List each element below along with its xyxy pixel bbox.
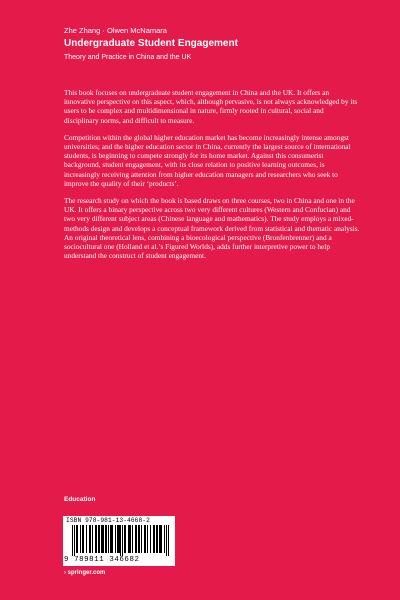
isbn-label: ISBN 978-981-13-4668-2 [66,517,150,524]
authors: Zhe Zhang · Olwen McNamara [64,26,167,35]
publisher-website: › springer.com [64,570,106,576]
subject-category: Education [64,496,96,503]
isbn-barcode [63,516,175,566]
barcode-bars [72,525,170,556]
blurb-paragraph: This book focuses on undergraduate student engagement in China and the UK. It offers an innovative perspective on this aspect, which, although pervasive, is not always acknowledged by its users to be complex and multidimensional in nature, firmly rooted in cultural, social and disciplinary norms, and difficult to measure. [64,88,358,125]
book-subtitle: Theory and Practice in China and the UK [64,54,192,61]
blurb-paragraph: Competition within the global higher education market has become increasingly intense amongst universities; and the higher education sector in China, currently the largest source of international students, is beginning to compete strongly for its home market. Against this consumerist background, student engagement, with its close relation to positive learning outcomes, is increasingly receiving attention from higher education managers and researchers who seek to improve the quality of their ‘products’. [64,132,351,188]
blurb-paragraph: The research study on which the book is based draws on three courses, two in China and one in the UK. It offers a binary perspective across two very different cultures (Western and Confucian) and two very different subject areas (Chinese language and mathematics). The study employs a mixed-methods design and develops a conceptual framework derived from statistical and thematic analysis. An original theoretical lens, combining a bioecological perspective (Bronfenbrenner) and a sociocultural one (Holland et al.’s Figured Worlds), adds further interpretive power to help understand the construct of student engagement. [64,196,360,261]
cover-header [64,26,364,62]
barcode-digits: 9 789811 346682 [64,556,140,564]
back-cover-blurb [64,88,360,268]
book-title: Undergraduate Student Engagement [64,38,238,49]
